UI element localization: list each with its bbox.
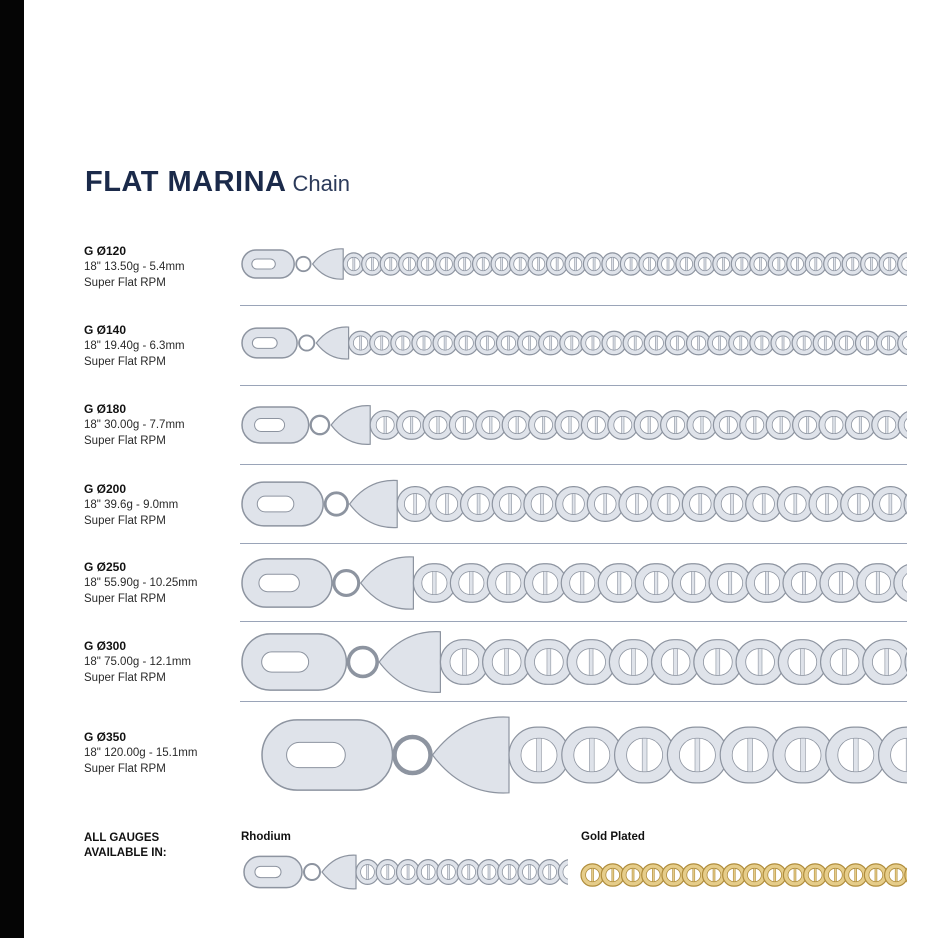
link-bar <box>410 416 412 433</box>
chain-weight: 18" 75.00g - 12.1mm <box>84 656 192 668</box>
link-bar <box>704 257 706 270</box>
link-bar <box>360 336 362 350</box>
link-bar <box>655 336 657 350</box>
link-bar <box>698 336 700 350</box>
link-bar <box>867 336 869 350</box>
link-bar <box>575 257 577 270</box>
link-bar <box>754 868 756 881</box>
link-bar <box>674 649 678 676</box>
jump-ring <box>299 335 314 350</box>
link-bar <box>875 868 877 881</box>
rhodium-label: Rhodium <box>241 831 291 843</box>
link-bar <box>482 257 484 270</box>
end-tag <box>322 855 356 889</box>
gauges-line-2: AVAILABLE IN: <box>84 847 167 859</box>
gauges-note <box>84 831 167 861</box>
link-bar <box>507 571 510 594</box>
link-bar <box>519 257 521 270</box>
link-bar <box>477 494 480 515</box>
link-bar <box>853 738 858 771</box>
link-bar <box>538 257 540 270</box>
link-bar <box>886 416 888 433</box>
link-bar <box>595 416 597 433</box>
link-bar <box>761 336 763 350</box>
jump-ring <box>325 493 347 515</box>
link-bar <box>592 868 594 881</box>
link-bar <box>634 336 636 350</box>
link-bar <box>371 257 373 270</box>
chain-image-350 <box>238 710 907 800</box>
link-bar <box>381 336 383 350</box>
link-bar <box>885 649 889 676</box>
chain-weight: 18" 13.50g - 5.4mm <box>84 261 185 273</box>
chain-weight: 18" 39.6g - 9.0mm <box>84 499 179 511</box>
link-bar <box>695 738 700 771</box>
link-bar <box>741 257 743 270</box>
link-bar <box>815 257 817 270</box>
link-bar <box>407 865 409 880</box>
link-bar <box>719 336 721 350</box>
link-bar <box>733 868 735 881</box>
link-bar <box>801 738 806 771</box>
link-bar <box>855 868 857 881</box>
link-bar <box>713 868 715 881</box>
chain-style: Super Flat RPM <box>84 356 166 368</box>
chain-spec-250 <box>84 559 197 607</box>
link-bar <box>782 336 784 350</box>
link-bar <box>740 336 742 350</box>
link-bar <box>501 257 503 270</box>
link-bar <box>387 865 389 880</box>
link-bar <box>529 865 531 880</box>
link-bar <box>367 865 369 880</box>
clasp-opening <box>255 866 281 877</box>
link-bar <box>843 649 847 676</box>
link-bar <box>701 416 703 433</box>
link-bar <box>468 865 470 880</box>
link-bar <box>762 494 765 515</box>
link-bar <box>572 494 575 515</box>
link-bar <box>754 416 756 433</box>
link-bar <box>508 865 510 880</box>
link-bar <box>540 494 543 515</box>
link-bar <box>889 257 891 270</box>
link-bar <box>758 649 762 676</box>
chain-link <box>905 640 907 685</box>
chain-spec-200 <box>84 481 178 529</box>
link-bar <box>547 649 551 676</box>
clasp-opening <box>255 419 285 432</box>
clasp-opening <box>257 496 294 512</box>
link-bar <box>845 336 847 350</box>
divider <box>240 543 907 544</box>
link-bar <box>780 416 782 433</box>
end-tag <box>316 327 348 359</box>
link-bar <box>895 868 897 881</box>
chain-image-140 <box>238 324 907 362</box>
link-bar <box>667 257 669 270</box>
chain-image-180 <box>238 402 907 448</box>
title-main: FLAT MARINA <box>85 166 287 198</box>
link-bar <box>488 865 490 880</box>
link-bar <box>676 336 678 350</box>
clasp-opening <box>262 652 309 672</box>
link-bar <box>674 416 676 433</box>
gold-chain-swatch <box>577 857 907 893</box>
link-bar <box>778 257 780 270</box>
chain-style: Super Flat RPM <box>84 672 166 684</box>
clasp-opening <box>252 338 277 349</box>
chain-weight: 18" 30.00g - 7.7mm <box>84 419 185 431</box>
chain-code: G Ø250 <box>84 560 127 574</box>
gold-plated-label: Gold Plated <box>581 831 645 843</box>
link-bar <box>648 416 650 433</box>
link-bar <box>802 571 805 594</box>
jump-ring <box>311 416 329 434</box>
link-bar <box>581 571 584 594</box>
chain-spec-120 <box>84 243 185 291</box>
link-bar <box>490 416 492 433</box>
link-bar <box>448 865 450 880</box>
link-bar <box>414 494 417 515</box>
link-bar <box>794 494 797 515</box>
link-bar <box>589 738 594 771</box>
end-tag <box>361 557 414 609</box>
divider <box>240 621 907 622</box>
chain-image-300 <box>238 626 907 698</box>
divider <box>240 701 907 702</box>
link-bar <box>423 336 425 350</box>
link-bar <box>353 257 355 270</box>
link-bar <box>857 494 860 515</box>
link-bar <box>824 336 826 350</box>
divider <box>240 385 907 386</box>
link-bar <box>544 571 547 594</box>
end-tag <box>331 406 370 445</box>
link-bar <box>589 649 593 676</box>
link-bar <box>839 571 842 594</box>
link-bar <box>728 571 731 594</box>
link-bar <box>636 494 639 515</box>
link-bar <box>654 571 657 594</box>
link-bar <box>613 336 615 350</box>
link-bar <box>774 868 776 881</box>
link-bar <box>622 416 624 433</box>
clasp-opening <box>287 742 346 767</box>
link-bar <box>631 649 635 676</box>
link-bar <box>509 494 512 515</box>
link-bar <box>826 494 829 515</box>
link-bar <box>833 257 835 270</box>
link-bar <box>652 868 654 881</box>
chain-spec-180 <box>84 401 185 449</box>
chain-code: G Ø300 <box>84 639 127 653</box>
link-bar <box>722 257 724 270</box>
link-bar <box>876 571 879 594</box>
jump-ring <box>348 648 377 677</box>
link-bar <box>632 868 634 881</box>
link-bar <box>437 416 439 433</box>
link-bar <box>529 336 531 350</box>
link-bar <box>806 416 808 433</box>
link-bar <box>870 257 872 270</box>
link-bar <box>852 257 854 270</box>
link-bar <box>630 257 632 270</box>
chain-style: Super Flat RPM <box>84 435 166 447</box>
link-bar <box>505 649 509 676</box>
link-bar <box>667 494 670 515</box>
link-bar <box>604 494 607 515</box>
link-bar <box>649 257 651 270</box>
link-bar <box>691 571 694 594</box>
chain-link <box>904 487 907 522</box>
jump-ring <box>395 737 431 773</box>
chain-image-200 <box>238 476 907 532</box>
link-bar <box>731 494 734 515</box>
link-bar <box>470 571 473 594</box>
link-bar <box>465 336 467 350</box>
chain-image-250 <box>238 552 907 614</box>
link-bar <box>427 865 429 880</box>
link-bar <box>612 868 614 881</box>
chain-code: G Ø140 <box>84 323 127 337</box>
link-bar <box>445 257 447 270</box>
end-tag <box>313 249 344 279</box>
link-bar <box>445 494 448 515</box>
chain-code: G Ø200 <box>84 482 127 496</box>
chain-image-120 <box>238 246 907 282</box>
link-bar <box>463 416 465 433</box>
link-bar <box>889 494 892 515</box>
link-bar <box>464 257 466 270</box>
link-bar <box>906 738 907 771</box>
page-edge-bar <box>0 0 24 938</box>
link-bar <box>427 257 429 270</box>
link-bar <box>384 416 386 433</box>
chain-style: Super Flat RPM <box>84 277 166 289</box>
link-bar <box>550 336 552 350</box>
link-bar <box>556 257 558 270</box>
link-bar <box>408 257 410 270</box>
chain-weight: 18" 55.90g - 10.25mm <box>84 577 198 589</box>
link-bar <box>803 336 805 350</box>
clasp-opening <box>259 574 299 591</box>
link-bar <box>727 416 729 433</box>
link-bar <box>834 868 836 881</box>
link-bar <box>765 571 768 594</box>
end-tag <box>433 717 510 793</box>
link-bar <box>592 336 594 350</box>
end-tag <box>379 632 440 693</box>
end-tag <box>350 480 398 527</box>
link-bar <box>569 416 571 433</box>
link-bar <box>612 257 614 270</box>
link-bar <box>693 868 695 881</box>
link-bar <box>390 257 392 270</box>
title-sub: Chain <box>292 171 350 196</box>
clasp-opening <box>252 259 275 269</box>
link-bar <box>542 416 544 433</box>
divider <box>240 305 907 306</box>
chain-style: Super Flat RPM <box>84 763 166 775</box>
chain-code: G Ø120 <box>84 244 127 258</box>
link-bar <box>716 649 720 676</box>
link-bar <box>673 868 675 881</box>
chain-style: Super Flat RPM <box>84 593 166 605</box>
link-bar <box>888 336 890 350</box>
link-bar <box>593 257 595 270</box>
link-bar <box>796 257 798 270</box>
chain-spec-300 <box>84 638 191 686</box>
link-bar <box>618 571 621 594</box>
link-bar <box>462 649 466 676</box>
link-bar <box>800 649 804 676</box>
chain-spec-140 <box>84 322 185 370</box>
link-bar <box>686 257 688 270</box>
link-bar <box>759 257 761 270</box>
link-bar <box>486 336 488 350</box>
link-bar <box>794 868 796 881</box>
chain-weight: 18" 19.40g - 6.3mm <box>84 340 185 352</box>
link-bar <box>571 336 573 350</box>
link-bar <box>748 738 753 771</box>
chain-spec-350 <box>84 729 197 777</box>
jump-ring <box>334 571 359 596</box>
jump-ring <box>304 864 320 880</box>
link-bar <box>642 738 647 771</box>
chain-code: G Ø180 <box>84 402 127 416</box>
link-bar <box>537 738 542 771</box>
link-bar <box>814 868 816 881</box>
link-bar <box>859 416 861 433</box>
link-bar <box>833 416 835 433</box>
link-bar <box>549 865 551 880</box>
link-bar <box>402 336 404 350</box>
link-bar <box>444 336 446 350</box>
link-bar <box>699 494 702 515</box>
chain-code: G Ø350 <box>84 730 127 744</box>
chain-style: Super Flat RPM <box>84 515 166 527</box>
chain-weight: 18" 120.00g - 15.1mm <box>84 747 198 759</box>
link-bar <box>507 336 509 350</box>
gauges-line-1: ALL GAUGES <box>84 832 160 844</box>
link-bar <box>516 416 518 433</box>
page-title <box>85 166 350 199</box>
jump-ring <box>296 257 310 271</box>
link-bar <box>433 571 436 594</box>
rhodium-chain-swatch <box>240 852 568 892</box>
divider <box>240 464 907 465</box>
